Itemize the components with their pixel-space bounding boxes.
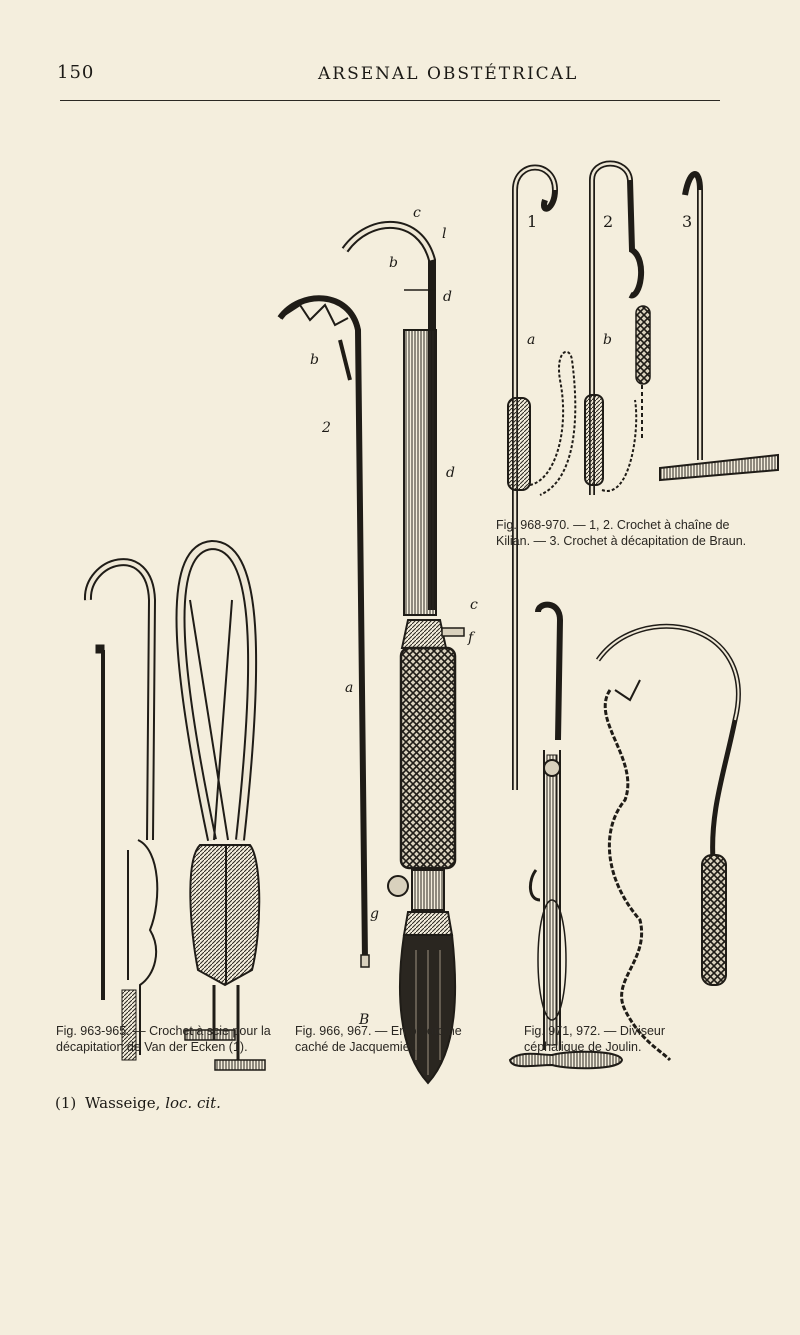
- running-title: ARSENAL OBSTÉTRICAL: [318, 64, 579, 84]
- caption-fig-963-965: Fig. 963-965. — Crochet à scie pour la décapitation de Van der Ecken (1).: [56, 1024, 271, 1054]
- label-two: 2: [322, 420, 331, 436]
- label-c-small: c: [470, 597, 478, 613]
- label-d-mid: d: [446, 465, 455, 481]
- label-b-upper: b: [389, 255, 398, 271]
- label-f: f: [468, 630, 474, 646]
- label-b-968: b: [603, 332, 612, 348]
- footnote: [55, 1094, 221, 1112]
- label-b-saw: b: [310, 352, 319, 368]
- fig-966-967-illustration: [280, 225, 464, 1083]
- caption-fig-971-972: Fig. 971, 972. — Diviseur céphalique de Joulin.: [524, 1024, 666, 1054]
- label-B: B: [359, 1012, 370, 1028]
- label-l-top: l: [442, 226, 447, 242]
- fig-971-972-illustration: [510, 605, 738, 1069]
- label-hook-2: 2: [603, 212, 614, 231]
- page-number: 150: [57, 62, 95, 83]
- footnote-mark: (1): [55, 1094, 77, 1112]
- label-hook-3: 3: [682, 212, 693, 231]
- label-c-top: c: [413, 205, 421, 221]
- label-a: a: [345, 680, 354, 696]
- label-g: g: [370, 906, 379, 922]
- label-a-968: a: [527, 332, 536, 348]
- label-d: d: [443, 289, 452, 305]
- caption-fig-966-967: Fig. 966, 967. — Embryotome caché de Jacquemier.: [295, 1024, 462, 1054]
- label-hook-1: 1: [527, 212, 538, 231]
- caption-fig-968-970: Fig. 968-970. — 1, 2. Crochet à chaîne de Kilian. — 3. Crochet à décapitation de Braun.: [496, 518, 747, 548]
- fig-963-965-illustration: [88, 545, 265, 1070]
- footnote-author: Wasseige,: [85, 1094, 161, 1112]
- footnote-reference: loc. cit.: [165, 1094, 221, 1112]
